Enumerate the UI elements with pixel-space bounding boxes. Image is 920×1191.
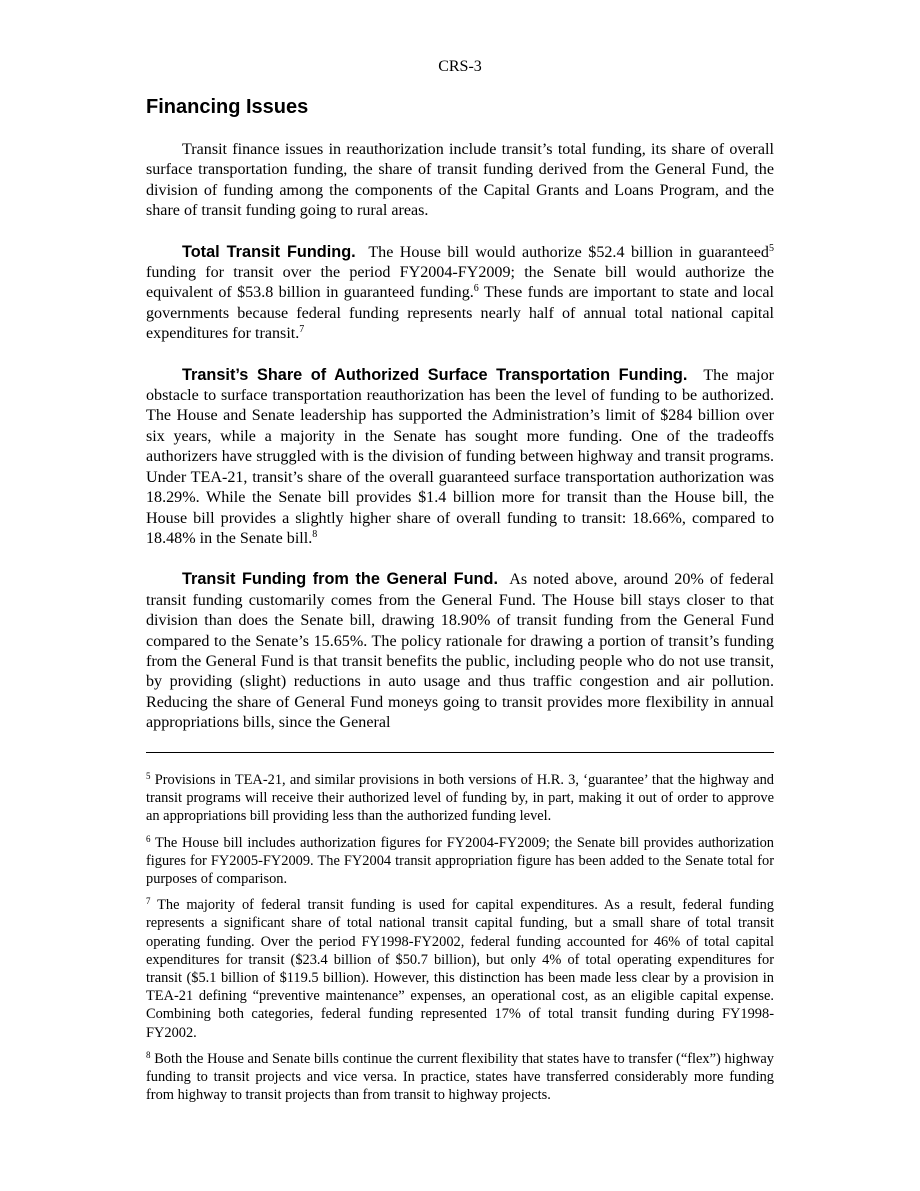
paragraph-text: The House bill would authorize $52.4 billion in guaranteed: [368, 243, 769, 261]
footnote: [146, 896, 774, 1042]
paragraph-text: funding for transit over the period FY2004-FY2009; the Senate bill would authorize the equivalent of $53.8 billion in guaranteed funding.: [146, 264, 774, 302]
footnote-text: The majority of federal transit funding is used for capital expenditures. As a result, federal funding represents a significant share of total national transit capital funding, but a small share of total transit operating funding. Over the period FY1998-FY2002, federal funding accounted for 46% of total capital expenditures for transit ($23.4 billion of $50.7 billion), but only 4% of total operating expenditures for transit ($5.1 billion of $119.5 billion). However, this distinction has been made less clear by a provision in TEA-21 defining “preventive maintenance” expenses, an operational cost, as an eligible capital expense. Combining both categories, federal funding represented 17% of total transit funding during FY1998-FY2002.: [146, 897, 774, 1041]
paragraph-general-fund: [146, 569, 774, 733]
footnote-text: Both the House and Senate bills continue the current flexibility that states have to transfer (“flex”) highway funding to transit projects and vice versa. In practice, states have transferred considerably more funding from highway to transit projects than from transit to highway projects.: [146, 1050, 775, 1104]
footnote-text: The House bill includes authorization figures for FY2004-FY2009; the Senate bill provides authorization figures for FY2005-FY2009. The FY2004 transit appropriation figure has been added to the Senate total for purposes of comparison.: [146, 834, 774, 888]
paragraph-transit-share: [146, 365, 774, 550]
footnote-divider: [146, 752, 774, 753]
footnote-number: 5: [146, 771, 151, 781]
footnotes: [146, 771, 774, 1112]
footnote-number: 6: [146, 833, 151, 844]
page-header: [146, 57, 774, 77]
footnote-ref[interactable]: 7: [299, 324, 305, 336]
paragraph-total-transit-funding: [146, 242, 774, 345]
run-in-heading: Total Transit Funding.: [182, 242, 356, 261]
paragraph-text: Transit finance issues in reauthorization include transit’s total funding, its share of overall surface transportation funding, the share of transit funding derived from the General Fund, the division of funding among the components of the Capital Grants and Loans Program, and the share of transit funding going to rural areas.: [146, 141, 774, 220]
page-number-label: CRS-3: [438, 58, 482, 75]
paragraph-intro: [146, 140, 774, 222]
footnote: [146, 1050, 774, 1105]
footnote: [146, 771, 774, 826]
paragraph-text: The major obstacle to surface transportation reauthorization has been the level of funding to be authorized. The House and Senate leadership has supported the Administration’s limit of $284 billion over six years, while a majority in the Senate has sought more funding. One of the tradeoffs authorizers have struggled with is the division of funding between highway and transit programs. Under TEA-21, transit’s share of the overall guaranteed surface transportation authorization was 18.29%. While the Senate bill provides $1.4 billion more for transit than the House bill, the House bill provides a slightly higher share of overall funding to transit: 18.66%, compared to 18.48% in the Senate bill.: [146, 366, 774, 547]
run-in-heading: Transit Funding from the General Fund.: [182, 570, 498, 589]
footnote-ref[interactable]: 6: [473, 283, 479, 295]
footnote-number: 8: [146, 1049, 151, 1060]
section-title: Financing Issues: [146, 96, 309, 118]
footnote-number: 7: [146, 896, 151, 907]
footnote-ref[interactable]: 8: [312, 528, 318, 540]
body-text: [146, 140, 774, 754]
footnote: [146, 834, 774, 889]
paragraph-text: These funds are important to state and local governments because federal funding represents nearly half of annual total national capital expenditures for transit.: [146, 284, 774, 343]
footnote-text: Provisions in TEA-21, and similar provisions in both versions of H.R. 3, ‘guarantee’ that the highway and transit programs will receive their authorized level of funding by, in part, making it out of order to approve an appropriations bill providing less than the authorized funding level.: [146, 772, 774, 825]
run-in-heading: Transit’s Share of Authorized Surface Transportation Funding.: [182, 365, 688, 384]
paragraph-text: As noted above, around 20% of federal transit funding customarily comes from the General Fund. The House bill stays closer to that division than does the Senate bill, drawing 18.90% of transit funding from the General Fund compared to the Senate’s 15.65%. The policy rationale for drawing a portion of transit’s funding from the General Fund is that transit benefits the public, including people who do not use transit, by providing (slight) reductions in auto usage and thus traffic congestion and air pollution. Reducing the share of General Fund moneys going to transit provides more flexibility in annual appropriations bills, since the General: [146, 571, 774, 732]
footnote-ref[interactable]: 5: [768, 242, 774, 254]
